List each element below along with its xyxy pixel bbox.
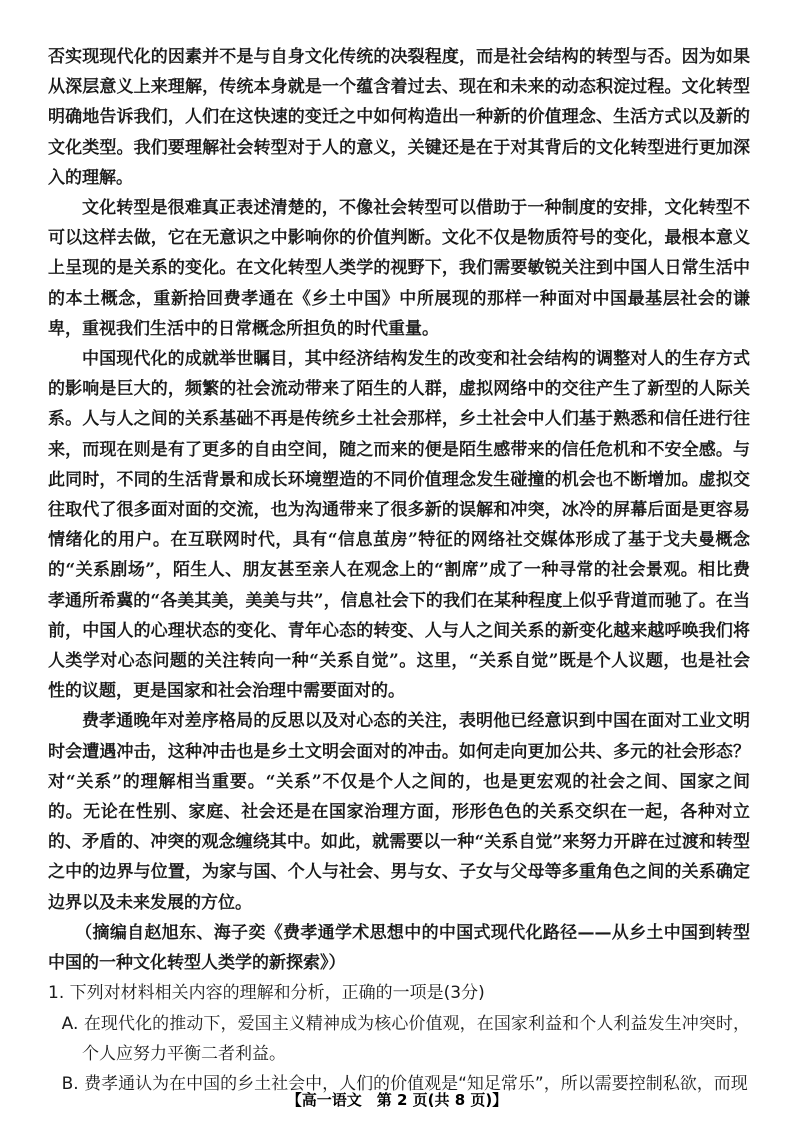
passage-paragraph-4: 费孝通晚年对差序格局的反思以及对心态的关注，表明他已经意识到中国在面对工业文明时会遭遇冲击，这种冲击也是乡土文明会面对的冲击。如何走向更加公共、多元的社会形态？对“关系”的理解相当重要。“关系”不仅是个人之间的，也是更宏观的社会之间、国家之间的。无论在性别、家庭、社会还是在国家治理方面，形形色色的关系交织在一起，各种对立的、矛盾的、冲突的观念缠绕其中。如此，就需要以一种“关系自觉”来努力开辟在过渡和转型之中的边界与位置，为家与国、个人与社会、男与女、子女与父母等多重角色之间的关系确定边界以及未来发展的方位。 (48, 711, 750, 913)
passage-paragraph-3: 中国现代化的成就举世瞩目，其中经济结构发生的改变和社会结构的调整对人的生存方式的影响是巨大的，频繁的社会流动带来了陌生的人群，虚拟网络中的交往产生了新型的人际关系。人与人之间的关系基础不再是传统乡土社会那样，乡土社会中人们基于熟悉和信任进行往来，而现在则是有了更多的自由空间，随之而来的便是陌生感带来的信任危机和不安全感。与此同时，不同的生活背景和成长环境塑造的不同价值理念发生碰撞的机会也不断增加。虚拟交往取代了很多面对面的交流，也为沟通带来了很多新的误解和冲突，冰冷的屏幕后面是更容易情绪化的用户。在互联网时代，具有“信息茧房”特征的网络社交媒体形成了基于戈夫曼概念的“关系剧场”，陌生人、朋友甚至亲人在观念上的“割席”成了一种寻常的社会景观。相比费孝通所希冀的“各美其美，美美与共”，信息社会下的我们在某种程度上似乎背道而驰了。在当前，中国人的心理状态的变化、青年心态的转变、人与人之间关系的新变化越来越呼唤我们将人类学对心态问题的关注转向一种“关系自觉”。这里，“关系自觉”既是个人议题，也是社会性的议题，更是国家和社会治理中需要面对的。 (48, 349, 750, 702)
option-a: A. 在现代化的推动下，爱国主义精神成为核心价值观，在国家利益和个人利益发生冲突时，个人应努力平衡二者利益。 (61, 1013, 750, 1064)
option-b: B. 费孝通认为在中国的乡土社会中，人们的价值观是“知足常乐”，所以需要控制私欲，而现 (61, 1073, 748, 1094)
page-footer: 【高一语文 第 2 页(共 8 页)】 (286, 1091, 508, 1109)
passage-paragraph-1: 否实现现代化的因素并不是与自身文化传统的决裂程度，而是社会结构的转型与否。因为如果从深层意义上来理解，传统本身就是一个蕴含着过去、现在和未来的动态积淀过程。文化转型明确地告诉我们，人们在这快速的变迁之中如何构造出一种新的价值理念、生活方式以及新的文化类型。我们要理解社会转型对于人的意义，关键还是在于对其背后的文化转型进行更加深入的理解。 (48, 47, 750, 188)
question-stem: 1. 下列对材料相关内容的理解和分析，正确的一项是(3分) (48, 983, 485, 1004)
passage-source: （摘编自赵旭东、海子奕《费孝通学术思想中的中国式现代化路径——从乡土中国到转型中国的一种文化转型人类学的新探索》） (48, 922, 750, 974)
passage-paragraph-2: 文化转型是很难真正表述清楚的，不像社会转型可以借助于一种制度的安排，文化转型不可以这样去做，它在无意识之中影响你的价值判断。文化不仅是物质符号的变化，最根本意义上呈现的是关系的变化。在文化转型人类学的视野下，我们需要敏锐关注到中国人日常生活中的本土概念，重新拾回费孝通在《乡土中国》中所展现的那样一种面对中国最基层社会的谦卑，重视我们生活中的日常概念所担负的时代重量。 (48, 198, 750, 339)
